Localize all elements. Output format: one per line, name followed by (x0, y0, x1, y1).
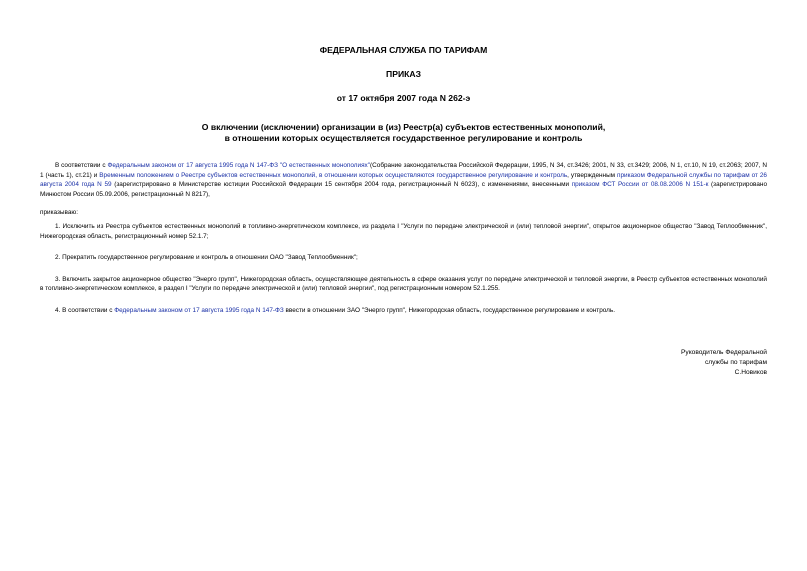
link-temporary-regulation-registry[interactable]: Временным положением о Реестре субъектов естественных монополий, в отношении которых осуществляются государственное регулирование и контроль (99, 171, 568, 179)
preamble-paragraph (40, 161, 767, 199)
order-item-1: 1. Исключить из Реестра субъектов естественных монополий в топливно-энергетическом комплексе, из раздела I "Услуги по передаче электрической и (или) тепловой энергии", открытое акционерное общество "Завод Теплообменник", Нижегородская область, регистрационный номер 52.1.7; (40, 222, 767, 240)
order-item-2: 2. Прекратить государственное регулирование и контроль в отношении ОАО "Завод Теплообменник"; (55, 254, 358, 262)
order-item-4 (40, 306, 767, 316)
document-date-number: от 17 октября 2007 года N 262-э (336, 93, 471, 103)
link-fst-order-151k[interactable]: приказом ФСТ России от 08.08.2006 N 151-к (571, 181, 709, 189)
signature-position-line-1: Руководитель Федеральной (681, 349, 767, 356)
preamble-text-4: (зарегистрировано в Министерстве юстиции Российской Федерации 15 сентября 2004 года, регистрационный N 6023), с изменениями, внесенными (111, 181, 572, 189)
link-federal-law-147fz[interactable]: Федеральным законом от 17 августа 1995 года N 147-ФЗ (114, 306, 284, 314)
document-title-line-2: в отношении которых осуществляется государственное регулирование и контроль (224, 133, 583, 143)
preamble-text-5: (зарегистрировано Минюстом России 05.09.2006, регистрационный N 8217), (40, 181, 767, 198)
order-word: приказываю: (40, 209, 78, 217)
preamble-text-1: В соответствии с (55, 162, 108, 169)
agency-name: ФЕДЕРАЛЬНАЯ СЛУЖБА ПО ТАРИФАМ (319, 45, 488, 55)
item-4-text-2: ввести в отношении ЗАО "Энерго групп", Нижегородская область, государственное регулирование и контроль. (283, 306, 616, 314)
preamble-text-2: (Собрание законодательства Российской Федерации, 1995, N 34, ст.3426; 2001, N 33, ст.3429; 2006, N 1, ст.10, N 19, ст.2063; 2007, N 1 (часть 1), ст.21) и (40, 162, 768, 179)
signature-name: С.Новиков (734, 369, 767, 376)
signature-block (681, 348, 767, 378)
link-fst-order-59[interactable]: приказом Федеральной службы по тарифам от 26 августа 2004 года N 59 (40, 171, 767, 189)
link-federal-law-natural-monopolies[interactable]: Федеральным законом от 17 августа 1995 года N 147-ФЗ "О естественных монополиях" (107, 162, 371, 169)
order-item-3: 3. Включить закрытое акционерное общество "Энерго групп", Нижегородская область, осуществляющее деятельность в сфере оказания услуг по передаче электрической и тепловой энергии, в Реестр субъектов естественных монополий в топливно-энергетическом комплексе, в раздел I "Услуги по передаче электрической и (или) тепловой энергии", под регистрационным номером 52.1.255. (40, 275, 767, 293)
document-body (40, 161, 767, 316)
document-title-line-1: О включении (исключении) организации в (из) Реестр(а) субъектов естественных монополий, (201, 122, 606, 132)
preamble-text-3: , утвержденным (567, 171, 618, 179)
document-type: ПРИКАЗ (386, 69, 421, 79)
item-4-text-1: 4. В соответствии с (55, 306, 115, 314)
signature-position-line-2: службы по тарифам (704, 359, 767, 366)
